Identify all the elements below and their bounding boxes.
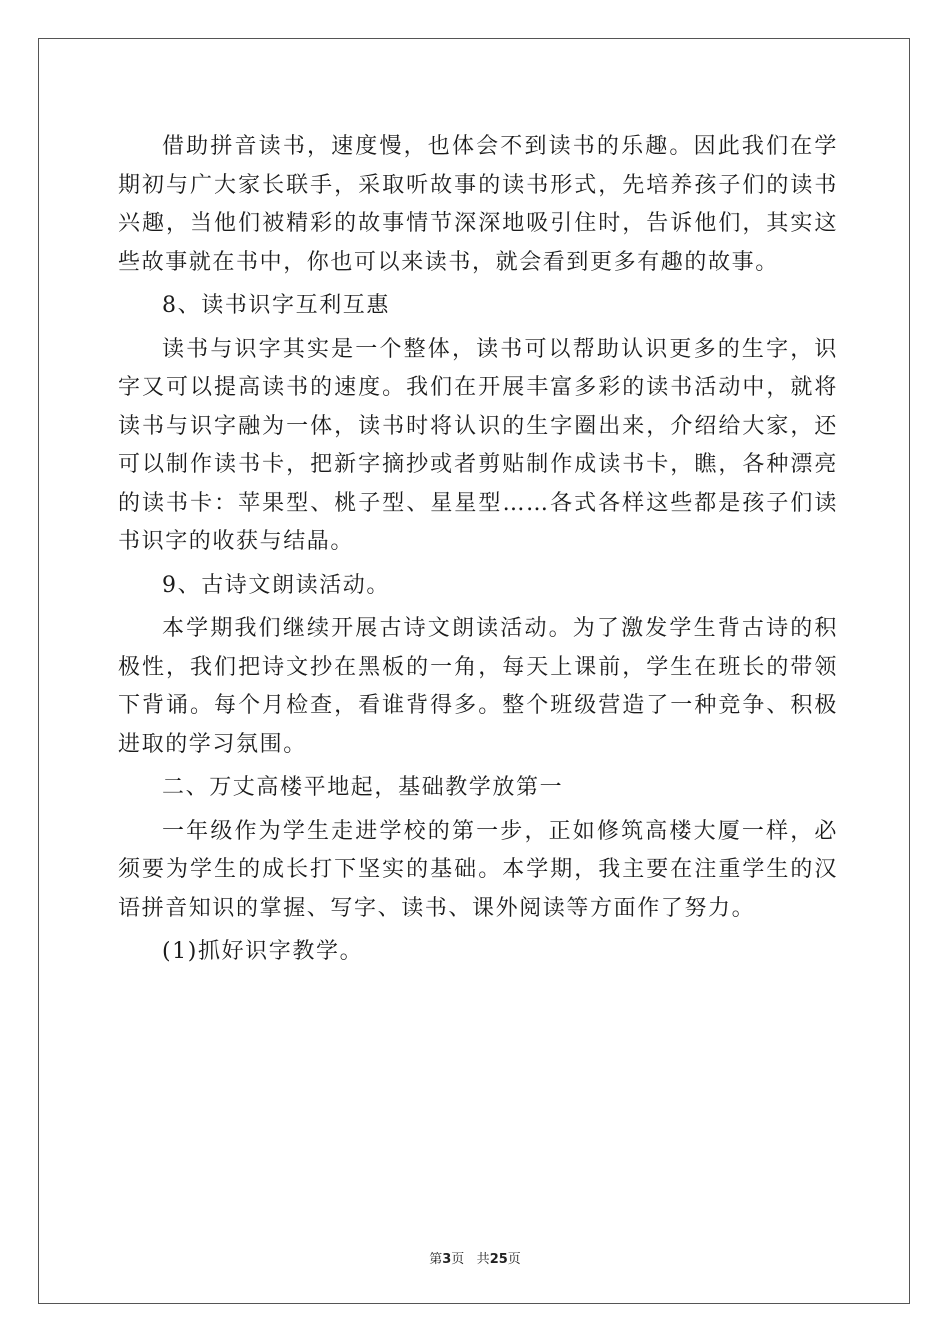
current-page-number: 3	[442, 1252, 452, 1267]
total-pages-number: 25	[489, 1252, 508, 1267]
paragraph: 一年级作为学生走进学校的第一步，正如修筑高楼大厦一样，必须要为学生的成长打下坚实的基础。本学期，我主要在注重学生的汉语拼音知识的掌握、写字、读书、课外阅读等方面作了努力。	[118, 818, 838, 921]
paragraph: 本学期我们继续开展古诗文朗读活动。为了激发学生背古诗的积极性，我们把诗文抄在黑板的一角，每天上课前，学生在班长的带领下背诵。每个月检查，看谁背得多。整个班级营造了一种竞争、积极进取的学习氛围。	[118, 616, 838, 757]
section-heading: 9、古诗文朗读活动。	[162, 572, 390, 598]
section-heading: 8、读书识字互利互惠	[162, 293, 390, 318]
section-heading: (1)抓好识字教学。	[162, 939, 364, 964]
footer-total-prefix: 共	[476, 1252, 490, 1267]
footer-total-suffix: 页	[507, 1252, 521, 1267]
paragraph: 借助拼音读书，速度慢，也体会不到读书的乐趣。因此我们在学期初与广大家长联手，采取听故事的读书形式，先培养孩子们的读书兴趣，当他们被精彩的故事情节深深地吸引住时，告诉他们，其实这些故事就在书中，你也可以来读书，就会看到更多有趣的故事。	[118, 134, 838, 275]
page-footer	[0, 1248, 950, 1267]
footer-page-suffix: 页	[451, 1252, 465, 1267]
document-body	[118, 128, 838, 972]
section-heading: 二、万丈高楼平地起，基础教学放第一	[162, 775, 564, 800]
paragraph: 读书与识字其实是一个整体，读书可以帮助认识更多的生字，识字又可以提高读书的速度。我们在开展丰富多彩的读书活动中，就将读书与识字融为一体，读书时将认识的生字圈出来，介绍给大家，还可以制作读书卡，把新字摘抄或者剪贴制作成读书卡，瞧，各种漂亮的读书卡：苹果型、桃子型、星星型……各式各样这些都是孩子们读书识字的收获与结晶。	[118, 336, 838, 554]
footer-prefix: 第	[429, 1252, 443, 1267]
